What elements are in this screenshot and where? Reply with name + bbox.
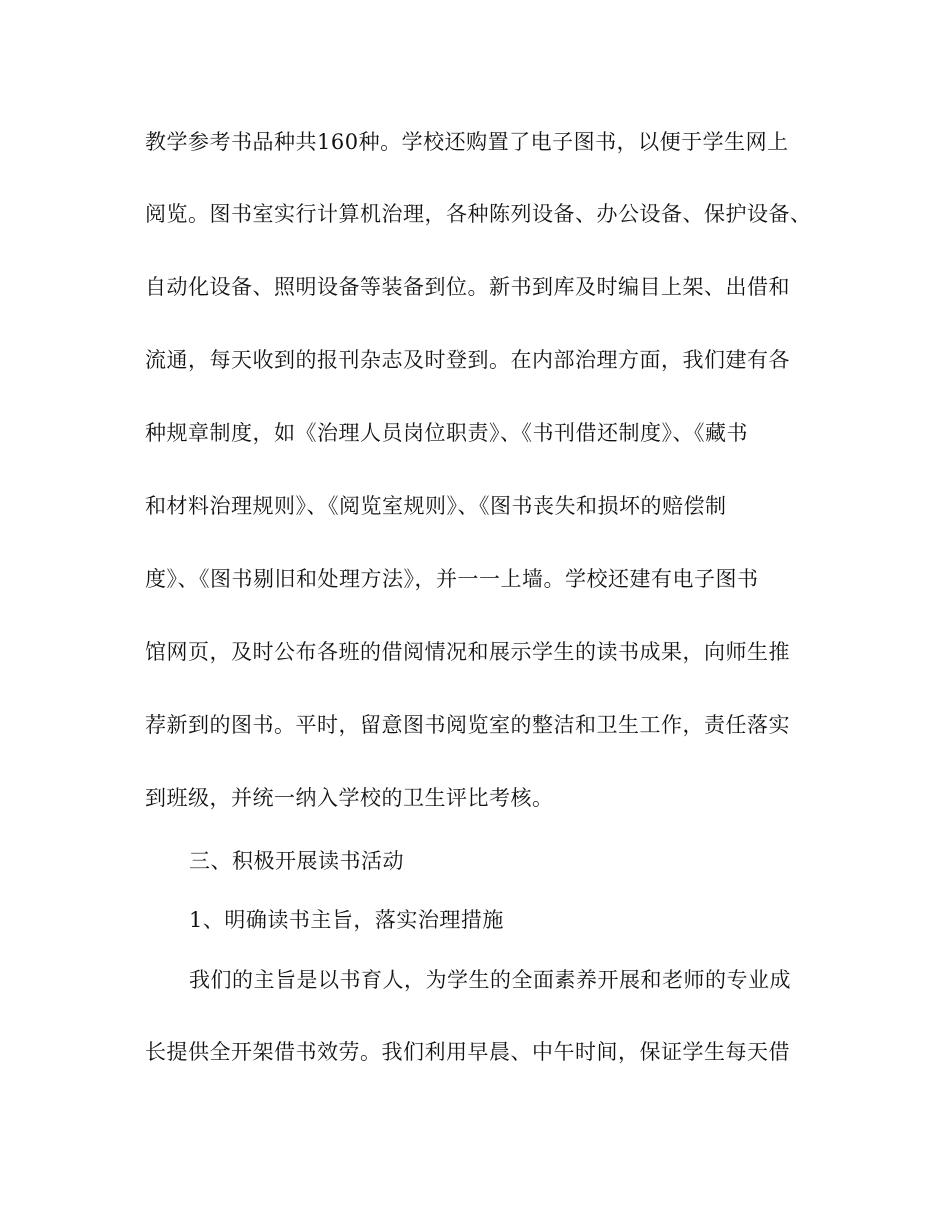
paragraph-line: 我们的主旨是以书育人，为学生的全面素养开展和老师的专业成: [189, 968, 791, 992]
paragraph-line: 自动化设备、照明设备等装备到位。新书到库及时编目上架、出借和: [145, 275, 790, 299]
paragraph-line: 教学参考书品种共160种。学校还购置了电子图书，以便于学生网上: [145, 130, 789, 154]
paragraph-line: 长提供全开架借书效劳。我们利用早晨、中午时间，保证学生每天借: [145, 1040, 790, 1064]
paragraph-line: 阅览。图书室实行计算机治理，各种陈列设备、办公设备、保护设备、: [145, 202, 812, 226]
subsection-heading: 1、明确读书主旨，落实治理措施: [189, 908, 504, 932]
paragraph-line: 荐新到的图书。平时，留意图书阅览室的整洁和卫生工作，责任落实: [145, 713, 790, 737]
section-heading: 三、积极开展读书活动: [189, 849, 404, 873]
paragraph-line: 馆网页，及时公布各班的借阅情况和展示学生的读书成果，向师生推: [145, 640, 790, 664]
paragraph-line: 到班级，并统一纳入学校的卫生评比考核。: [145, 786, 554, 810]
paragraph-line: 种规章制度，如《治理人员岗位职责》、《书刊借还制度》、《藏书: [145, 421, 748, 445]
paragraph-line: 和材料治理规则》、《阅览室规则》、《图书丧失和损坏的赔偿制: [145, 494, 727, 518]
paragraph-line: 流通，每天收到的报刊杂志及时登到。在内部治理方面，我们建有各: [145, 348, 790, 372]
paragraph-line: 度》、《图书剔旧和处理方法》，并一一上墙。学校还建有电子图书: [145, 567, 759, 591]
